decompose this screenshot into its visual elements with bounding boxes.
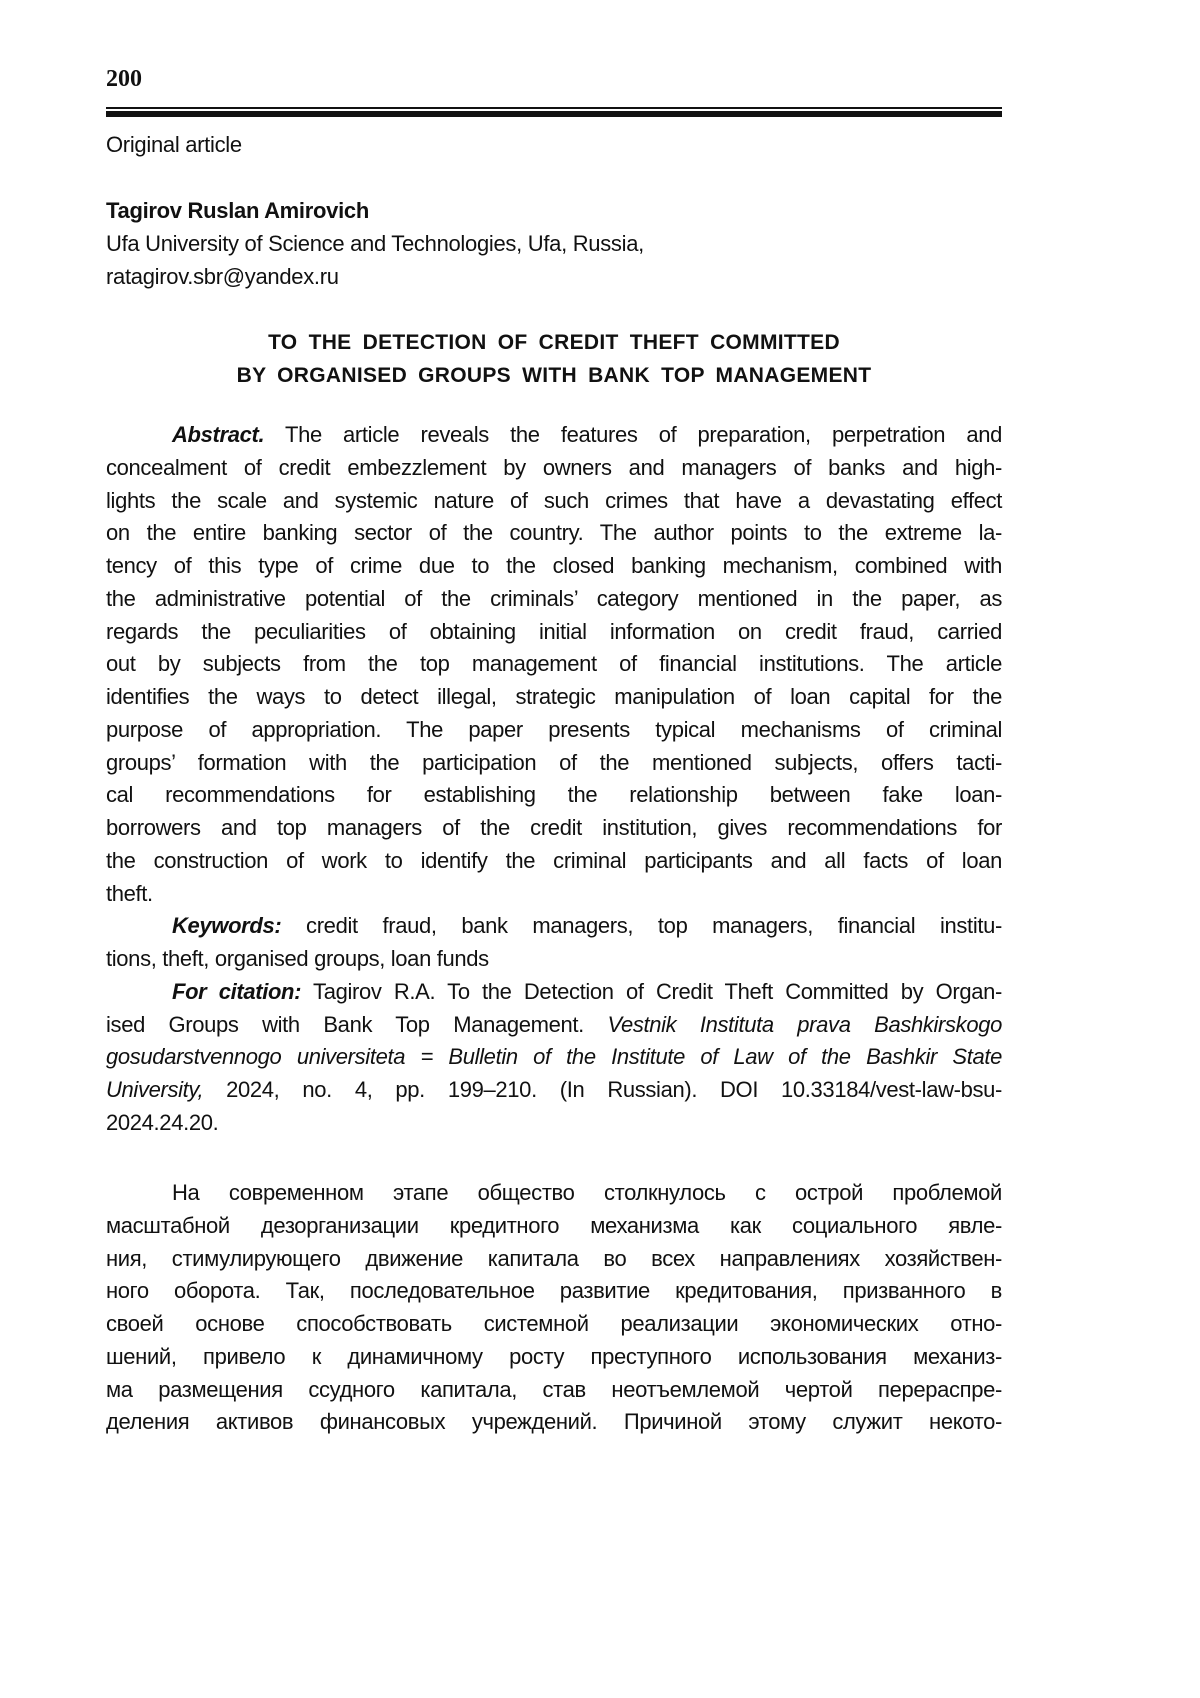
- text-segment: lights the scale and systemic nature of such crimes that have a devastating effect: [106, 487, 1002, 513]
- text-segment: 2024.24.20.: [106, 1109, 219, 1135]
- text-line: [106, 1177, 1002, 1210]
- abstract-section: [106, 419, 1002, 1140]
- text-line: [106, 714, 1002, 747]
- text-segment: University,: [106, 1077, 204, 1102]
- text-line: [106, 1041, 1002, 1074]
- text-segment: regards the peculiarities of obtaining initial information on credit fraud, carried: [106, 618, 1002, 644]
- article-title: [106, 326, 1002, 392]
- text-line: [106, 616, 1002, 649]
- body-paragraph: [106, 1177, 1002, 1439]
- text-segment: ния, стимулирующего движение капитала во всех направлениях хозяйствен-: [106, 1245, 1002, 1271]
- text-segment: На современном этапе общество столкнулось с острой проблемой: [172, 1180, 1002, 1205]
- text-line: [106, 1107, 1002, 1140]
- text-segment: своей основе способствовать системной реализации экономических отно-: [106, 1311, 1002, 1336]
- text-line: [106, 1243, 1002, 1276]
- text-segment: The article reveals the features of preparation, perpetration and: [264, 422, 1002, 447]
- text-line: [106, 976, 1002, 1009]
- text-line: [106, 1374, 1002, 1407]
- text-line: [106, 943, 1002, 976]
- text-segment: out by subjects from the top management of financial institutions. The article: [106, 651, 1002, 677]
- text-segment: Vestnik Instituta prava Bashkirskogo: [607, 1011, 1002, 1037]
- text-segment: credit fraud, bank managers, top managers, financial institu-: [281, 913, 1002, 939]
- article-type: Original article: [106, 132, 242, 157]
- text-segment: Tagirov R.A. To the Detection of Credit Theft Committed by Organ-: [301, 978, 1002, 1004]
- text-line: [106, 812, 1002, 845]
- title-line: BY ORGANISED GROUPS WITH BANK TOP MANAGEMENT: [236, 364, 872, 387]
- text-line: [106, 517, 1002, 550]
- section-label: Abstract.: [172, 422, 265, 447]
- text-segment: cal recommendations for establishing the relationship between fake loan-: [106, 782, 1002, 808]
- title-line: TO THE DETECTION OF CREDIT THEFT COMMITTED: [268, 331, 840, 354]
- author-affiliation: Ufa University of Science and Technologies, Ufa, Russia,: [106, 231, 644, 256]
- text-segment: ного оборота. Так, последовательное развитие кредитования, призванного в: [106, 1278, 1002, 1304]
- text-segment: шений, привело к динамичному росту преступного использования механиз-: [106, 1343, 1002, 1369]
- text-segment: concealment of credit embezzlement by owners and managers of banks and high-: [106, 454, 1002, 480]
- text-line: [106, 485, 1002, 518]
- text-segment: масштабной дезорганизации кредитного механизма как социального явле-: [106, 1212, 1002, 1238]
- text-segment: theft.: [106, 880, 153, 906]
- author-info: [106, 194, 644, 293]
- author-name: Tagirov Ruslan Amirovich: [106, 198, 369, 223]
- text-segment: groups’ formation with the participation of the mentioned subjects, offers tacti-: [106, 749, 1002, 775]
- text-line: [106, 1210, 1002, 1243]
- text-segment: 2024, no. 4, pp. 199–210. (In Russian). DOI 10.33184/vest-law-bsu-: [203, 1077, 1002, 1102]
- text-line: [106, 550, 1002, 583]
- header-rule-thick: [106, 111, 1002, 117]
- text-segment: purpose of appropriation. The paper presents typical mechanisms of criminal: [106, 716, 1002, 742]
- text-segment: tions, theft, organised groups, loan funds: [106, 946, 489, 971]
- text-segment: tency of this type of crime due to the closed banking mechanism, combined with: [106, 553, 1002, 578]
- text-line: [106, 1009, 1002, 1042]
- text-line: [106, 779, 1002, 812]
- text-line: [106, 747, 1002, 780]
- text-line: [106, 878, 1002, 911]
- text-segment: gosudarstvennogo universiteta = Bulletin of the Institute of Law of the Bashkir State: [106, 1044, 1002, 1070]
- text-line: [106, 452, 1002, 485]
- text-segment: the construction of work to identify the criminal participants and all facts of loan: [106, 847, 1002, 873]
- text-line: [106, 845, 1002, 878]
- text-line: [106, 419, 1002, 452]
- text-segment: ised Groups with Bank Top Management.: [106, 1011, 608, 1037]
- text-line: [106, 1341, 1002, 1374]
- text-line: [106, 1275, 1002, 1308]
- text-line: [106, 681, 1002, 714]
- section-label: Keywords:: [172, 913, 282, 939]
- section-label: For citation:: [172, 978, 302, 1004]
- text-segment: the administrative potential of the criminals’ category mentioned in the paper, as: [106, 585, 1002, 611]
- text-line: [106, 583, 1002, 616]
- text-segment: on the entire banking sector of the country. The author points to the extreme la-: [106, 520, 1002, 546]
- text-line: [106, 1406, 1002, 1439]
- text-line: [106, 1074, 1002, 1107]
- text-segment: ма размещения ссудного капитала, став неотъемлемой чертой перераспре-: [106, 1376, 1002, 1402]
- author-email[interactable]: ratagirov.sbr@yandex.ru: [106, 264, 339, 289]
- text-line: [106, 910, 1002, 943]
- text-line: [106, 648, 1002, 681]
- text-segment: деления активов финансовых учреждений. Причиной этому служит некото-: [106, 1409, 1002, 1435]
- page-number: 200: [106, 66, 142, 92]
- text-segment: identifies the ways to detect illegal, strategic manipulation of loan capital for the: [106, 684, 1002, 709]
- text-line: [106, 1308, 1002, 1341]
- text-segment: borrowers and top managers of the credit institution, gives recommendations for: [106, 815, 1002, 840]
- header-rule-thin: [106, 107, 1002, 109]
